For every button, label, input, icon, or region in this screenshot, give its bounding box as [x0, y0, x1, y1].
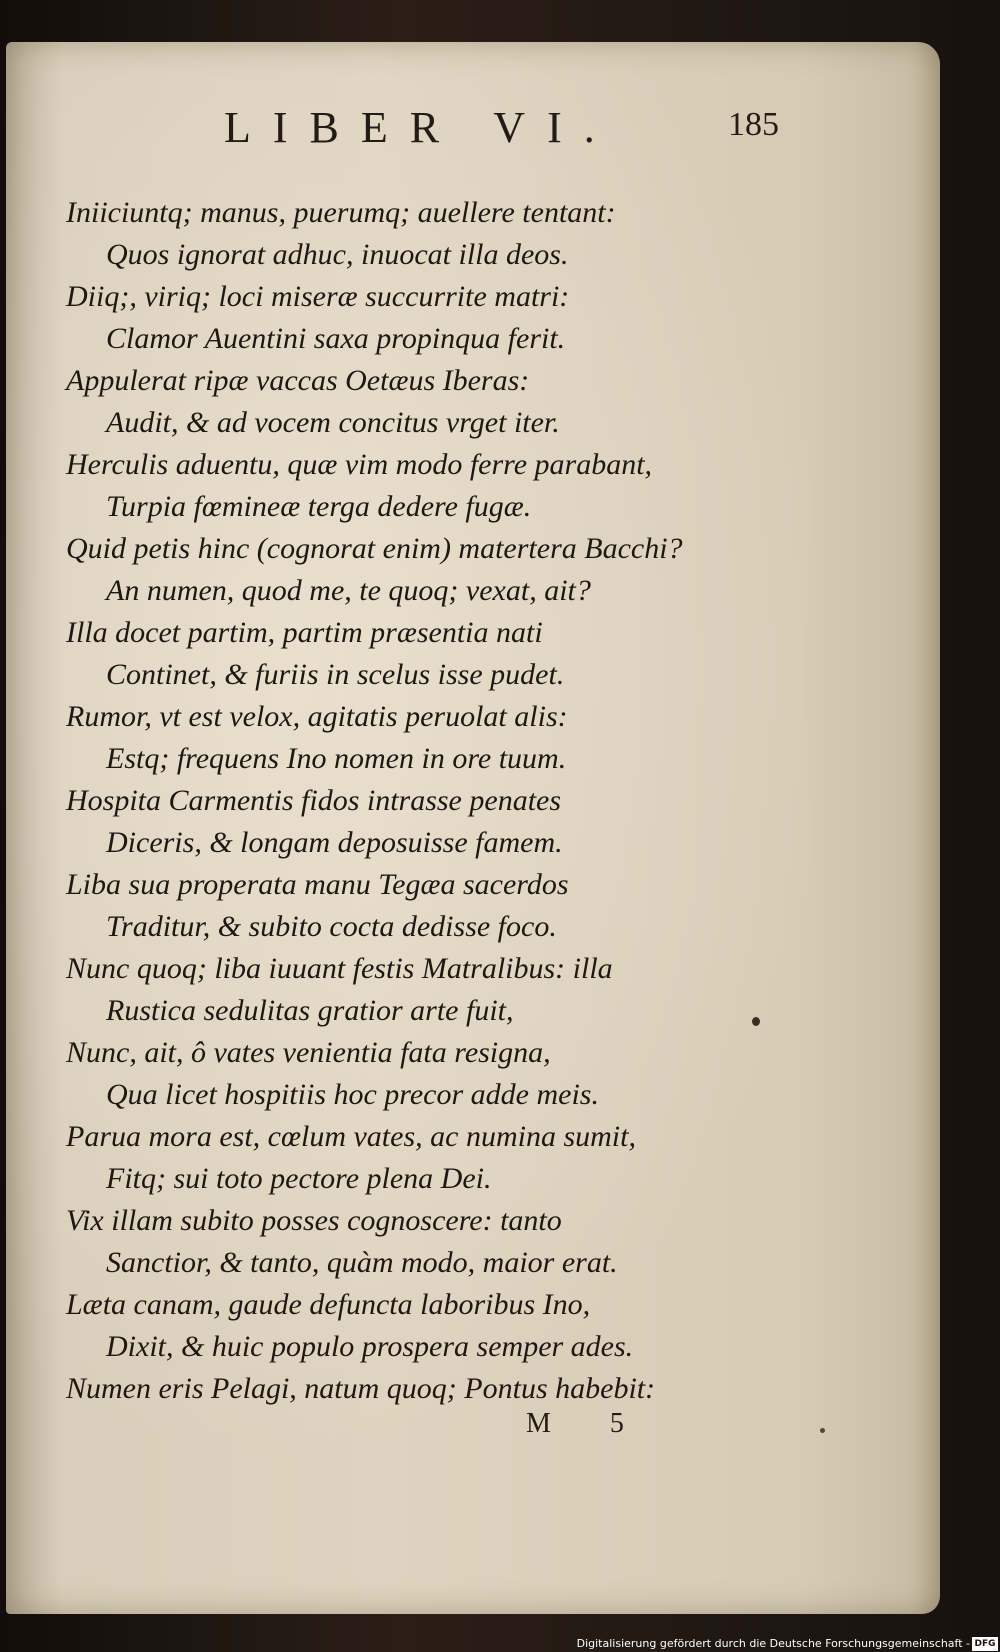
catchline-verse: Numen eris Pelagi, natum quoq; Pontus habebit:: [66, 1372, 656, 1405]
pentameter-line: Estq; frequens Ino nomen in ore tuum.: [106, 742, 567, 775]
hexameter-line: Nunc quoq; liba iuuant festis Matralibus: illa: [66, 952, 613, 985]
hexameter-line: Liba sua properata manu Tegæa sacerdos: [66, 868, 569, 901]
ink-spot: [820, 1428, 825, 1433]
couplet: [66, 276, 826, 360]
pentameter-line: Audit, & ad vocem concitus vrget iter.: [106, 406, 560, 439]
pentameter-line: Quos ignorat adhuc, inuocat illa deos.: [106, 238, 569, 271]
hexameter-line: Appulerat ripæ vaccas Oetæus Iberas:: [66, 364, 530, 397]
pentameter-line: Fitq; sui toto pectore plena Dei.: [106, 1162, 492, 1195]
couplet: [66, 612, 826, 696]
couplet: [66, 780, 826, 864]
signature-mark: M 5: [526, 1408, 650, 1439]
digitization-credit: Digitalisierung gefördert durch die Deutsche Forschungsgemeinschaft -: [576, 1637, 970, 1650]
couplet: [66, 696, 826, 780]
couplet: [66, 360, 826, 444]
pentameter-line: Clamor Auentini saxa propinqua ferit.: [106, 322, 566, 355]
hexameter-line: Rumor, vt est velox, agitatis peruolat alis:: [66, 700, 568, 733]
running-head: LIBER VI.: [224, 103, 617, 152]
pentameter-line: Dixit, & huic populo prospera semper ades.: [106, 1330, 634, 1363]
hexameter-line: Parua mora est, cœlum vates, ac numina sumit,: [66, 1120, 636, 1153]
book-page: [6, 42, 940, 1614]
hexameter-line: Iniiciuntq; manus, puerumq; auellere tentant:: [66, 196, 616, 229]
couplet: [66, 444, 826, 528]
pentameter-line: Qua licet hospitiis hoc precor adde meis.: [106, 1078, 599, 1111]
couplet: [66, 1284, 826, 1368]
verse-list: [66, 192, 826, 1368]
hexameter-line: Diiq;, viriq; loci miseræ succurrite matri:: [66, 280, 570, 313]
pentameter-line: Rustica sedulitas gratior arte fuit,: [106, 994, 514, 1027]
hexameter-line: Illa docet partim, partim præsentia nati: [66, 616, 543, 649]
hexameter-line: Hospita Carmentis fidos intrasse penates: [66, 784, 562, 817]
ink-spot: [752, 1017, 760, 1026]
hexameter-line: Quid petis hinc (cognorat enim) matertera Bacchi?: [66, 532, 683, 565]
pentameter-line: Diceris, & longam deposuisse famem.: [106, 826, 563, 859]
couplet: [66, 1200, 826, 1284]
hexameter-line: Vix illam subito posses cognoscere: tanto: [66, 1204, 562, 1237]
couplet: [66, 948, 826, 1032]
couplet: [66, 1116, 826, 1200]
hexameter-line: Herculis aduentu, quæ vim modo ferre parabant,: [66, 448, 653, 481]
hexameter-line: Læta canam, gaude defuncta laboribus Ino,: [66, 1288, 591, 1321]
pentameter-line: Turpia fœmineæ terga dedere fugæ.: [106, 490, 532, 523]
pentameter-line: Sanctior, & tanto, quàm modo, maior erat.: [106, 1246, 618, 1279]
couplet: [66, 192, 826, 276]
couplet: [66, 1032, 826, 1116]
pentameter-line: Traditur, & subito cocta dedisse foco.: [106, 910, 557, 943]
pentameter-line: An numen, quod me, te quoq; vexat, ait?: [106, 574, 591, 607]
couplet: [66, 528, 826, 612]
page-number: 185: [728, 106, 779, 143]
hexameter-line: Nunc, ait, ô vates venientia fata resigna,: [66, 1036, 551, 1069]
couplet: [66, 864, 826, 948]
dfg-logo: DFG: [972, 1637, 998, 1651]
pentameter-line: Continet, & furiis in scelus isse pudet.: [106, 658, 565, 691]
